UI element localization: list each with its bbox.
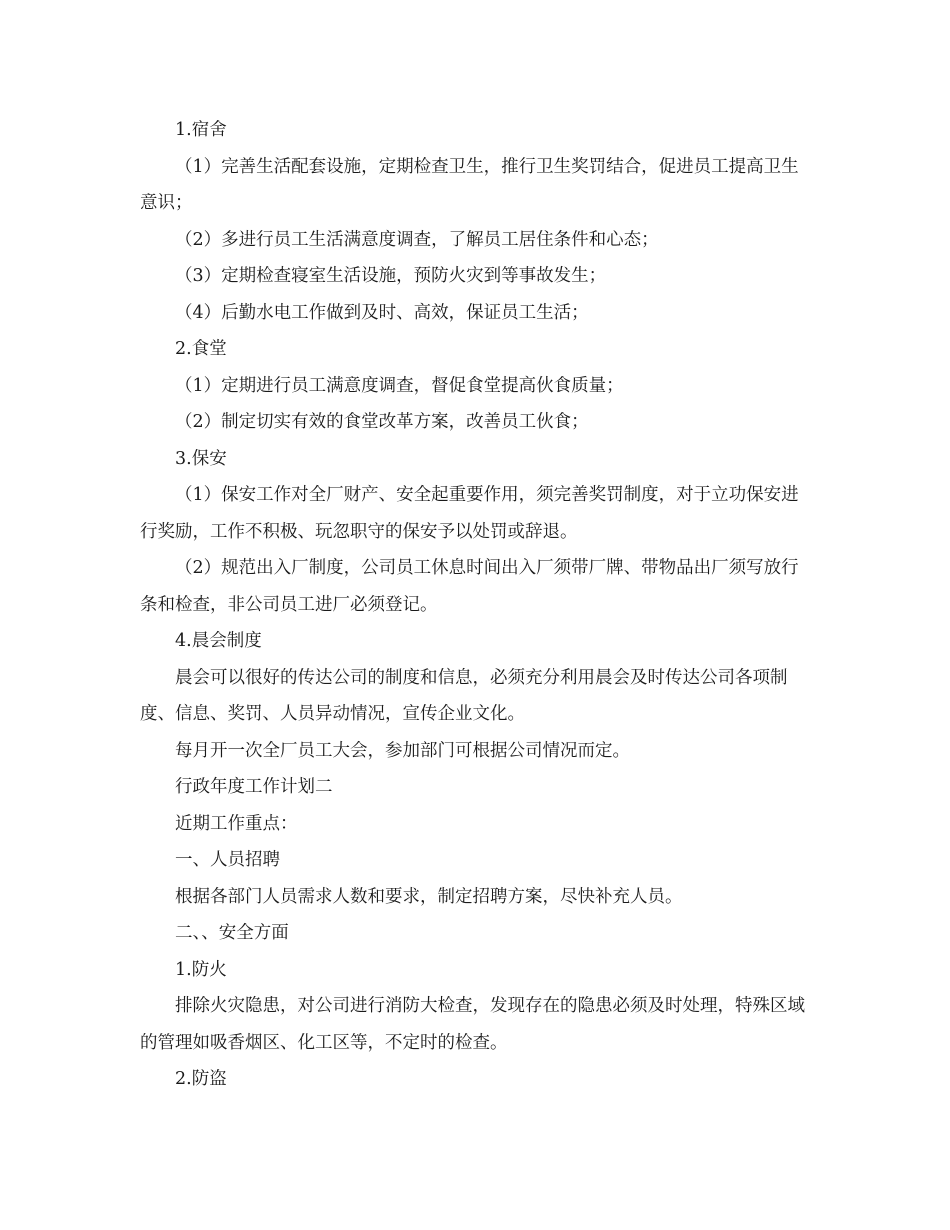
canteen-item-2: （2）制定切实有效的食堂改革方案，改善员工伙食； — [175, 412, 589, 432]
heading-safety: 二、、安全方面 — [175, 923, 289, 943]
heading-fire-prevention: 1.防火 — [175, 959, 227, 980]
heading-morning-meeting: 4.晨会制度 — [175, 631, 262, 651]
fire-prevention-text: 排除火灾隐患，对公司进行消防大检查，发现存在的隐患必须及时处理，特殊区域的管理如吸香烟区、化工区等，不定时的检查。 — [140, 996, 805, 1053]
monthly-meeting-text: 每月开一次全厂员工大会，参加部门可根据公司情况而定。 — [175, 740, 630, 761]
heading-canteen: 2.食堂 — [175, 339, 227, 359]
heading-recruitment: 一、人员招聘 — [175, 850, 280, 870]
security-item-1: （1）保安工作对全厂财产、安全起重要作用，须完善奖罚制度，对于立功保安进行奖励，工作不积极、玩忽职守的保安予以处罚或辞退。 — [140, 485, 799, 542]
heading-dormitory: 1.宿舍 — [175, 120, 227, 140]
dormitory-item-3: （3）定期检查寝室生活设施，预防火灾到等事故发生； — [175, 266, 607, 286]
document-body — [140, 112, 815, 1098]
canteen-item-1: （1）定期进行员工满意度调查，督促食堂提高伙食质量； — [175, 375, 624, 396]
recruitment-text: 根据各部门人员需求人数和要求，制定招聘方案，尽快补充人员。 — [175, 886, 683, 907]
heading-security-guard: 3.保安 — [175, 448, 227, 469]
dormitory-item-2: （2）多进行员工生活满意度调查，了解员工居住条件和心态； — [175, 229, 659, 250]
security-item-2: （2）规范出入厂制度，公司员工休息时间出入厂须带厂牌、带物品出厂须写放行条和检查，非公司员工进厂必须登记。 — [140, 558, 799, 615]
morning-meeting-text: 晨会可以很好的传达公司的制度和信息，必须充分利用晨会及时传达公司各项制度、信息、奖罚、人员异动情况，宣传企业文化。 — [140, 667, 788, 724]
plan-two-title: 行政年度工作计划二 — [175, 777, 333, 797]
dormitory-item-4: （4）后勤水电工作做到及时、高效，保证员工生活； — [175, 302, 589, 323]
recent-focus-heading: 近期工作重点： — [175, 813, 298, 834]
heading-theft-prevention: 2.防盗 — [175, 1069, 227, 1089]
dormitory-item-1: （1）完善生活配套设施，定期检查卫生，推行卫生奖罚结合，促进员工提高卫生意识； — [140, 156, 799, 213]
